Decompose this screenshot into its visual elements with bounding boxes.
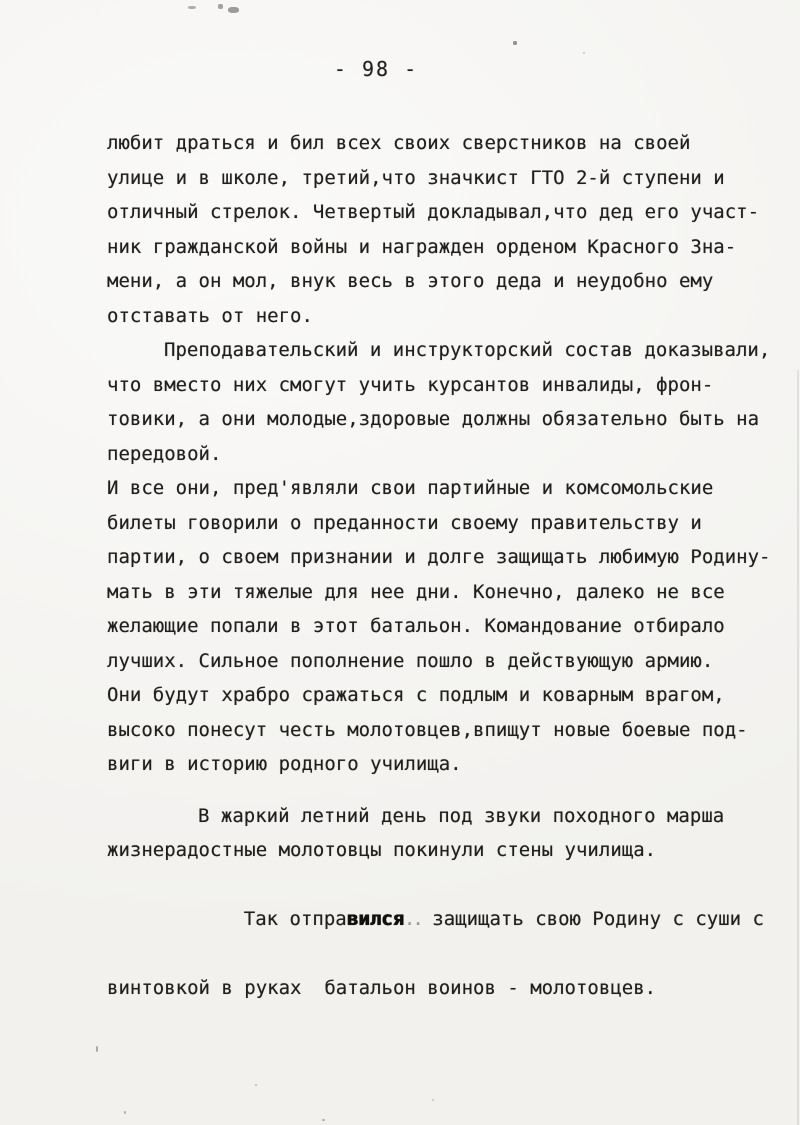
scan-edge-shadow (797, 370, 799, 1125)
text-line: жизнерадостные молотовцы покинули стены училища. (107, 839, 657, 861)
text-line: желающие попали в этот батальон. Командование отбирало (107, 615, 725, 637)
scanned-page-text (107, 126, 797, 1006)
text-line: отличный стрелок. Четвертый докладывал,что дед его участ- (107, 201, 760, 223)
text-line: билеты говорили о преданности своему правительству и (107, 511, 702, 534)
text-line: В жаркий летний день под звуки походного марша (198, 804, 725, 827)
text-line: улице и в школе, третий,что значкист ГТО 2-й ступени и (107, 166, 725, 189)
scan-speck (583, 52, 585, 54)
scan-speck (96, 1046, 98, 1052)
text-line: товики, а они молодые,здоровые должны обязательно быть на (107, 408, 760, 430)
text-line: любит драться и бил всех своих сверстников на своей (107, 132, 691, 154)
text-segment: Так отпра (243, 908, 347, 930)
text-line: Они будут храбро сражаться с подлым и коварным врагом, (107, 684, 725, 706)
text-line: высоко понесут честь молотовцев,впищут новые боевые под- (107, 718, 748, 741)
scan-speck (228, 7, 239, 13)
scan-speck (124, 1111, 126, 1114)
page-number: - 98 - (333, 57, 419, 81)
scan-speck (255, 1084, 257, 1086)
text-line: партии, о своем признании и долге защищать любимую Родину- (107, 546, 771, 568)
text-line: что вместо них смогут учить курсантов инвалиды, фрон- (107, 373, 714, 396)
overstruck-text: вился (346, 908, 404, 930)
text-line: мать в эти тяжелые для нее дни. Конечно, далеко не все (107, 580, 725, 603)
scan-speck (188, 6, 196, 9)
text-line: мени, а он мол, внук весь в этого деда и неудобно ему (107, 270, 714, 292)
text-line: лучших. Сильное пополнение пошло в действующую армию. (107, 649, 714, 672)
scan-speck (218, 4, 223, 9)
text-line: виги в историю родного училища. (107, 753, 462, 775)
scan-speck (513, 41, 517, 45)
text-line: винтовкой в руках батальон воинов - молотовцев. (107, 977, 657, 999)
text-line: ник гражданской войны и награжден орденом Красного Зна- (107, 235, 737, 258)
text-segment: защищать свою Родину с суши с (420, 908, 764, 930)
text-line: передовой. (107, 442, 222, 465)
scan-speck (322, 1119, 325, 1121)
text-line (107, 868, 797, 972)
text-line: И все они, пред'являли свои партийные и комсомольские (107, 477, 714, 499)
text-line: отставать от него. (107, 304, 313, 327)
text-line: Преподавательский и инструкторский состав доказывали, (164, 339, 771, 361)
typewriter-smudge: .. (403, 908, 421, 930)
scan-speck (432, 1099, 434, 1101)
